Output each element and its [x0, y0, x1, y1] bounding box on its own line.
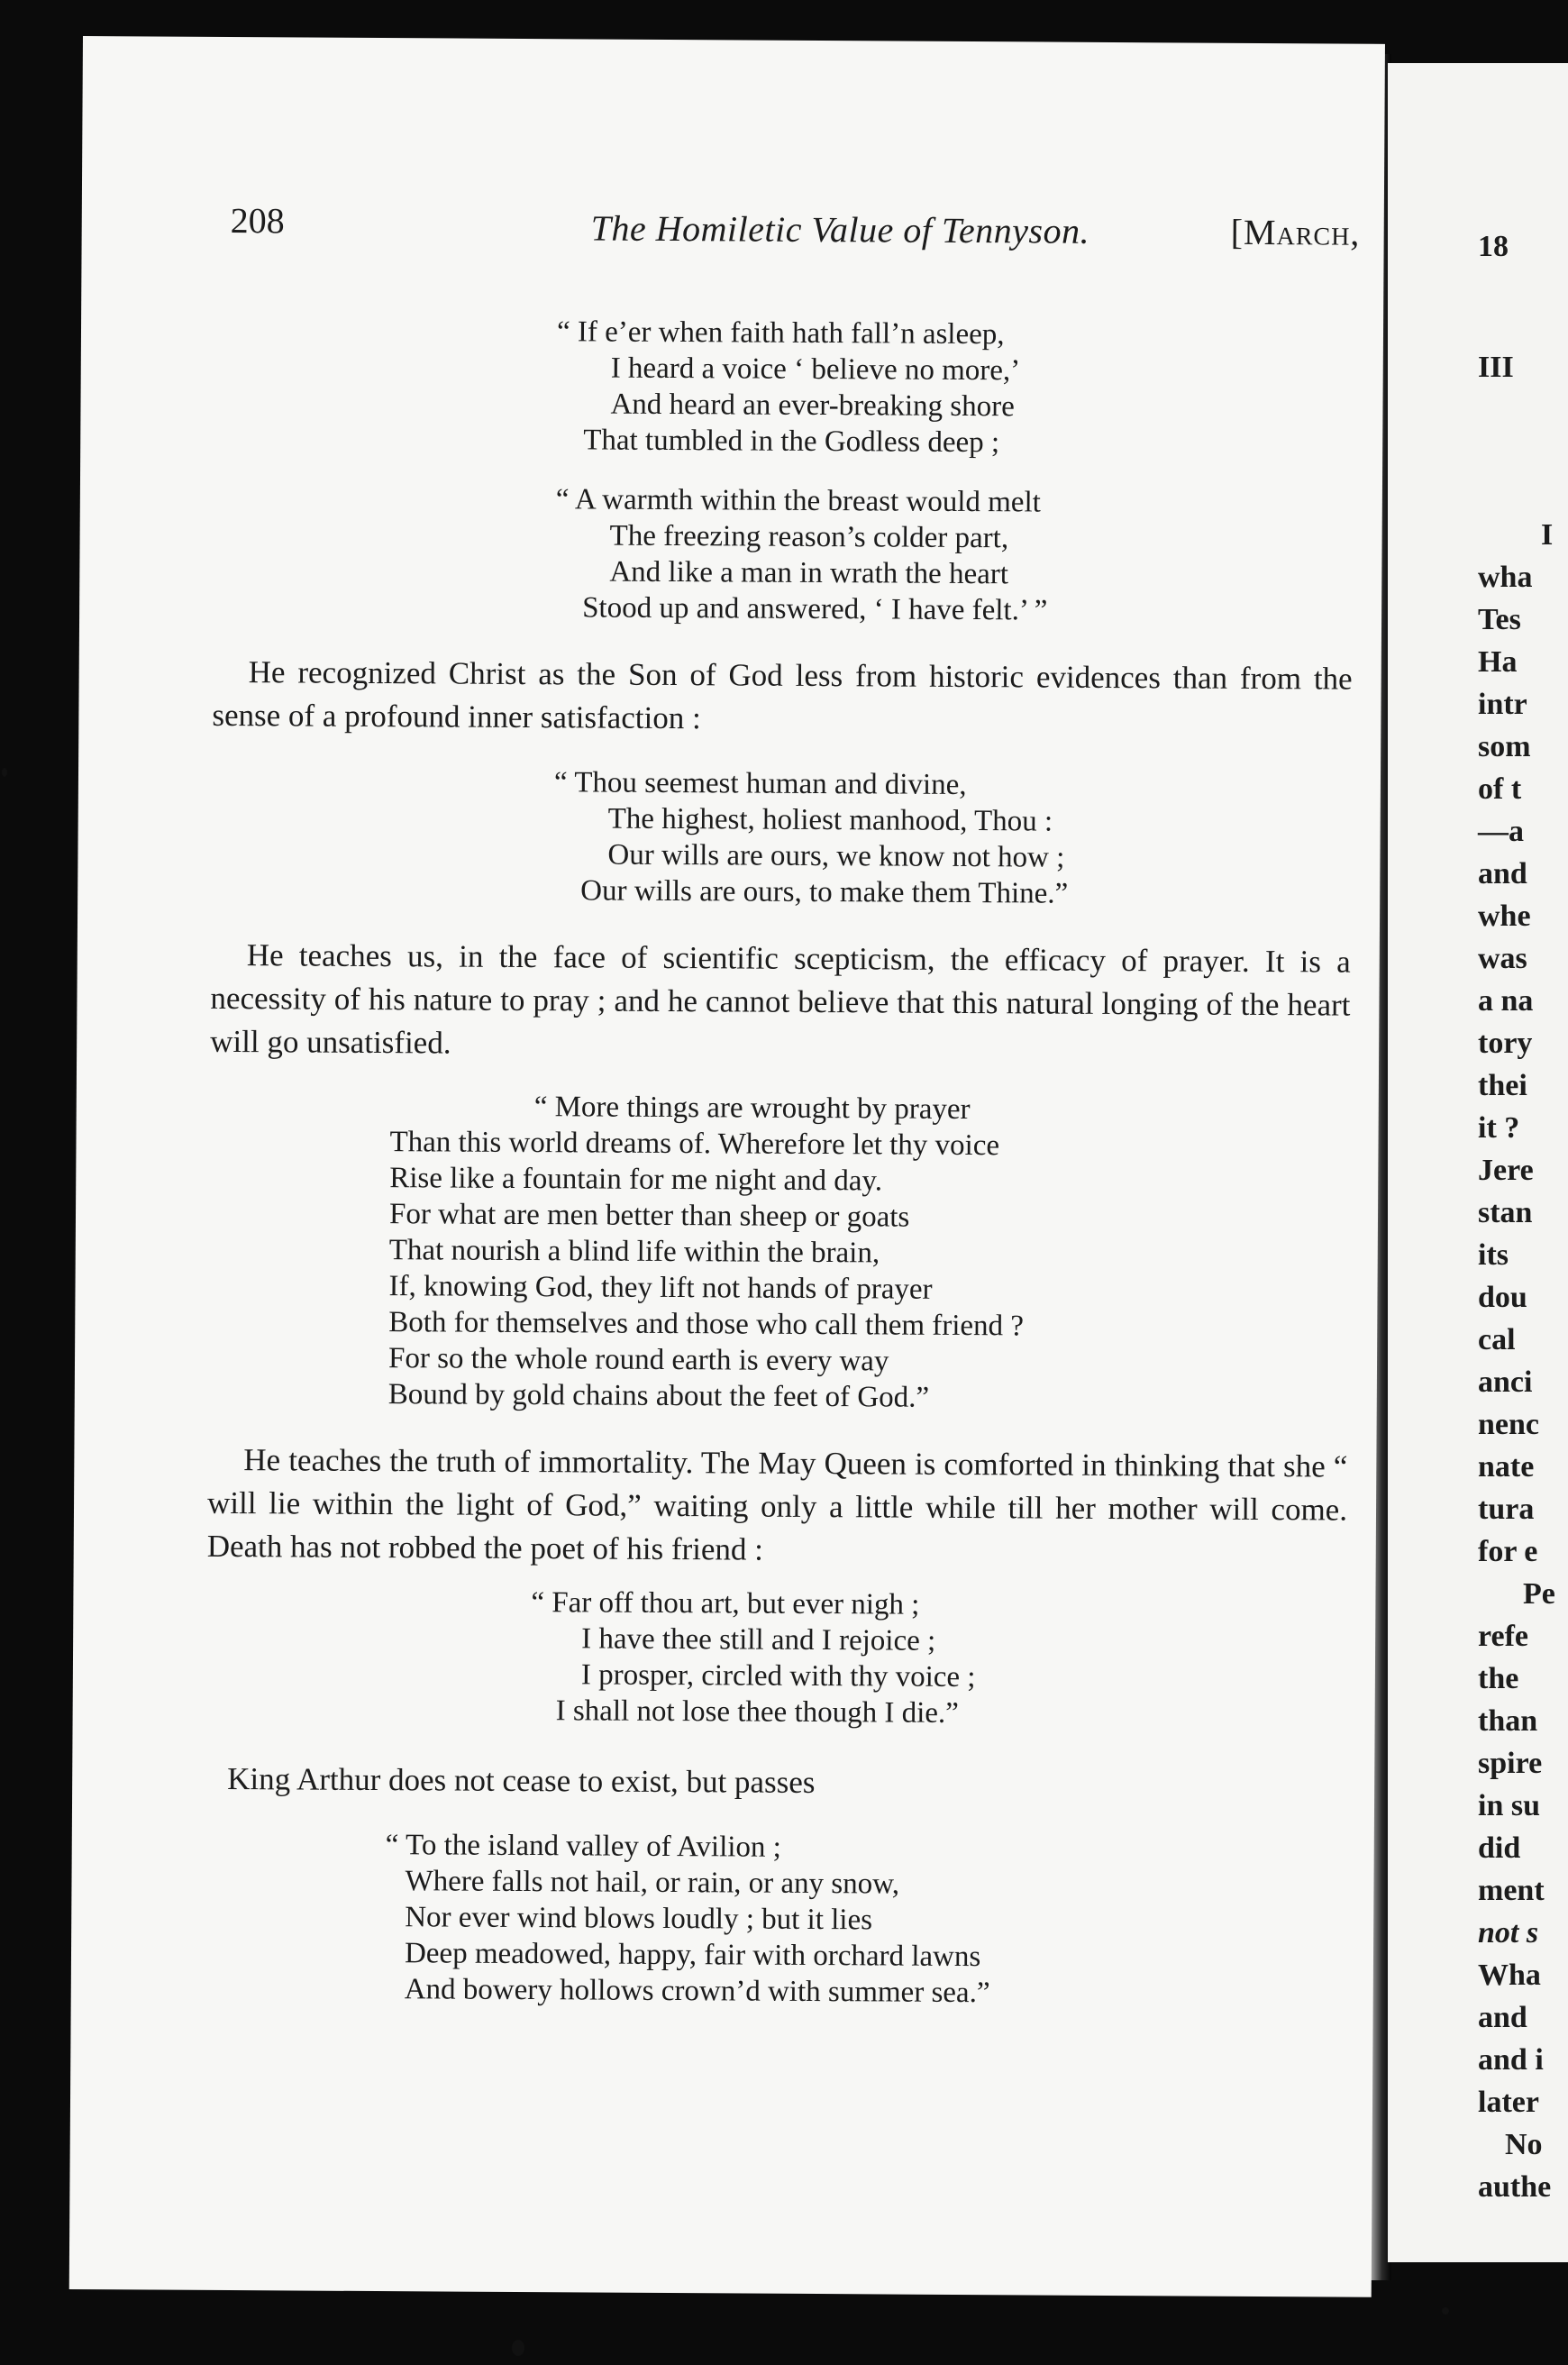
right-fragment: cal	[1478, 1323, 1516, 1356]
right-fragment: I	[1541, 518, 1554, 552]
right-fragment: the	[1478, 1662, 1519, 1695]
right-fragment: Pe	[1523, 1577, 1555, 1611]
paragraph: He teaches us, in the face of scientific scepticism, the efficacy of prayer. It is a necessity of his nature to pray ; and he cannot believe that this natural longing of the heart will go unsatisfied.	[210, 937, 1351, 1061]
verse-line: “ Far off thou art, but ever nigh ;	[531, 1586, 920, 1621]
right-fragment: of t	[1478, 772, 1522, 806]
right-fragment: and	[1478, 857, 1527, 890]
verse-line: The highest, holiest manhood, Thou :	[607, 802, 1053, 838]
right-fragment: spire	[1478, 1747, 1543, 1780]
right-fragment: nate	[1478, 1450, 1535, 1484]
right-fragment: its	[1478, 1238, 1509, 1272]
right-fragment: did	[1478, 1831, 1521, 1865]
right-fragment: not s	[1478, 1916, 1539, 1950]
right-fragment: and	[1478, 2001, 1527, 2034]
verse-line: And like a man in wrath the heart	[609, 555, 1009, 591]
right-fragment: whe	[1478, 899, 1531, 933]
right-fragment: it ?	[1478, 1111, 1520, 1145]
verse-line: Than this world dreams of. Wherefore let thy voice	[389, 1126, 1000, 1163]
verse-line: That tumbled in the Godless deep ;	[583, 424, 1000, 460]
verse-line: Both for themselves and those who call them friend ?	[388, 1306, 1025, 1343]
paragraph: He teaches the truth of immortality. The May Queen is comforted in thinking that she “ will lie within the light of God,” waiting only a little while till her mother will come. Death has not robbed the poet of his friend :	[206, 1442, 1348, 1567]
verse-stanza	[531, 1584, 1347, 1734]
right-fragment: ment	[1478, 1874, 1545, 1907]
verse-line: Where falls not hail, or rain, or any snow,	[405, 1865, 900, 1901]
verse-line: For so the whole round earth is every way	[387, 1342, 889, 1378]
verse-line: “ A warmth within the breast would melt	[555, 483, 1041, 519]
verse-line: Our wills are ours, to make them Thine.”	[580, 874, 1069, 910]
right-fragment: Jere	[1478, 1154, 1534, 1187]
right-fragment: than	[1478, 1704, 1538, 1738]
verse-stanza	[556, 314, 1354, 462]
verse-line: Rise like a fountain for me night and day.	[389, 1162, 883, 1198]
verse-line: I have thee still and I rejoice ;	[581, 1622, 936, 1657]
header-month: [March,	[1230, 211, 1361, 253]
right-fragment: Wha	[1478, 1959, 1541, 1992]
right-fragment: thei	[1478, 1069, 1527, 1102]
right-fragment: 18	[1478, 230, 1509, 263]
verse-line: That nourish a blind life within the brain,	[388, 1234, 880, 1270]
running-title: The Homiletic Value of Tennyson.	[590, 207, 1090, 251]
page-number: 208	[230, 200, 285, 242]
page-body	[205, 312, 1354, 2013]
verse-line: If, knowing God, they lift not hands of prayer	[388, 1270, 933, 1306]
right-fragment: anci	[1478, 1365, 1533, 1399]
verse-line: “ If e’er when faith hath fall’n asleep,	[556, 315, 1005, 352]
verse-line: I shall not lose thee though I die.”	[555, 1694, 959, 1730]
verse-stanza	[385, 1827, 1345, 2013]
right-page-column	[1478, 0, 1555, 2365]
right-fragment: stan	[1478, 1196, 1533, 1229]
right-fragment: nenc	[1478, 1408, 1539, 1441]
right-fragment: wha	[1478, 561, 1533, 594]
verse-stanza	[555, 481, 1354, 630]
right-fragment: refe	[1478, 1620, 1528, 1653]
verse-line: “ To the island valley of Avilion ;	[385, 1829, 782, 1864]
verse-line: Our wills are ours, we know not how ;	[607, 838, 1065, 874]
paragraph: He recognized Christ as the Son of God less from historic evidences than from the sense of a profound inner satisfaction :	[212, 654, 1353, 736]
verse-line: Deep meadowed, happy, fair with orchard lawns	[404, 1937, 981, 1974]
left-page	[69, 36, 1385, 2297]
right-fragment: III	[1478, 351, 1514, 384]
right-fragment: authe	[1478, 2170, 1552, 2204]
right-fragment: later	[1478, 2086, 1539, 2119]
verse-line: For what are men better than sheep or goats	[388, 1198, 910, 1234]
right-fragment: tura	[1478, 1493, 1535, 1526]
verse-line: I heard a voice ‘ believe no more,’	[610, 352, 1021, 388]
scan-speck	[2, 768, 7, 777]
verse-line: Nor ever wind blows loudly ; but it lies	[405, 1901, 873, 1937]
right-fragment: Ha	[1478, 645, 1518, 679]
right-fragment: a na	[1478, 984, 1534, 1018]
right-fragment: and i	[1478, 2043, 1544, 2077]
verse-line: I prosper, circled with thy voice ;	[580, 1658, 976, 1694]
right-fragment: dou	[1478, 1281, 1527, 1314]
scan-speck	[1442, 2307, 1449, 2315]
right-fragment: intr	[1478, 688, 1527, 721]
verse-stanza	[388, 1088, 1350, 1418]
verse-line: “ Thou seemest human and divine,	[553, 766, 967, 802]
verse-stanza	[553, 764, 1352, 913]
right-fragment: som	[1478, 730, 1531, 763]
verse-line: “ More things are wrought by prayer	[533, 1091, 971, 1127]
right-fragment: in su	[1478, 1789, 1540, 1822]
verse-line: The freezing reason’s colder part,	[609, 519, 1009, 555]
right-fragment: No	[1505, 2128, 1543, 2161]
verse-line: And heard an ever-breaking shore	[610, 388, 1015, 424]
scan-speck	[512, 2340, 524, 2356]
right-fragment: Tes	[1478, 603, 1521, 636]
verse-line: Stood up and answered, ‘ I have felt.’ ”	[582, 591, 1048, 627]
page-header	[231, 199, 1375, 260]
paragraph: King Arthur does not cease to exist, but passes	[227, 1761, 816, 1800]
right-fragment: —a	[1478, 815, 1524, 848]
right-fragment: for e	[1478, 1535, 1538, 1568]
right-fragment: tory	[1478, 1027, 1533, 1060]
verse-line: Bound by gold chains about the feet of God.”	[387, 1378, 930, 1414]
right-fragment: was	[1478, 942, 1527, 975]
verse-line: And bowery hollows crown’d with summer sea.”	[404, 1973, 990, 2010]
